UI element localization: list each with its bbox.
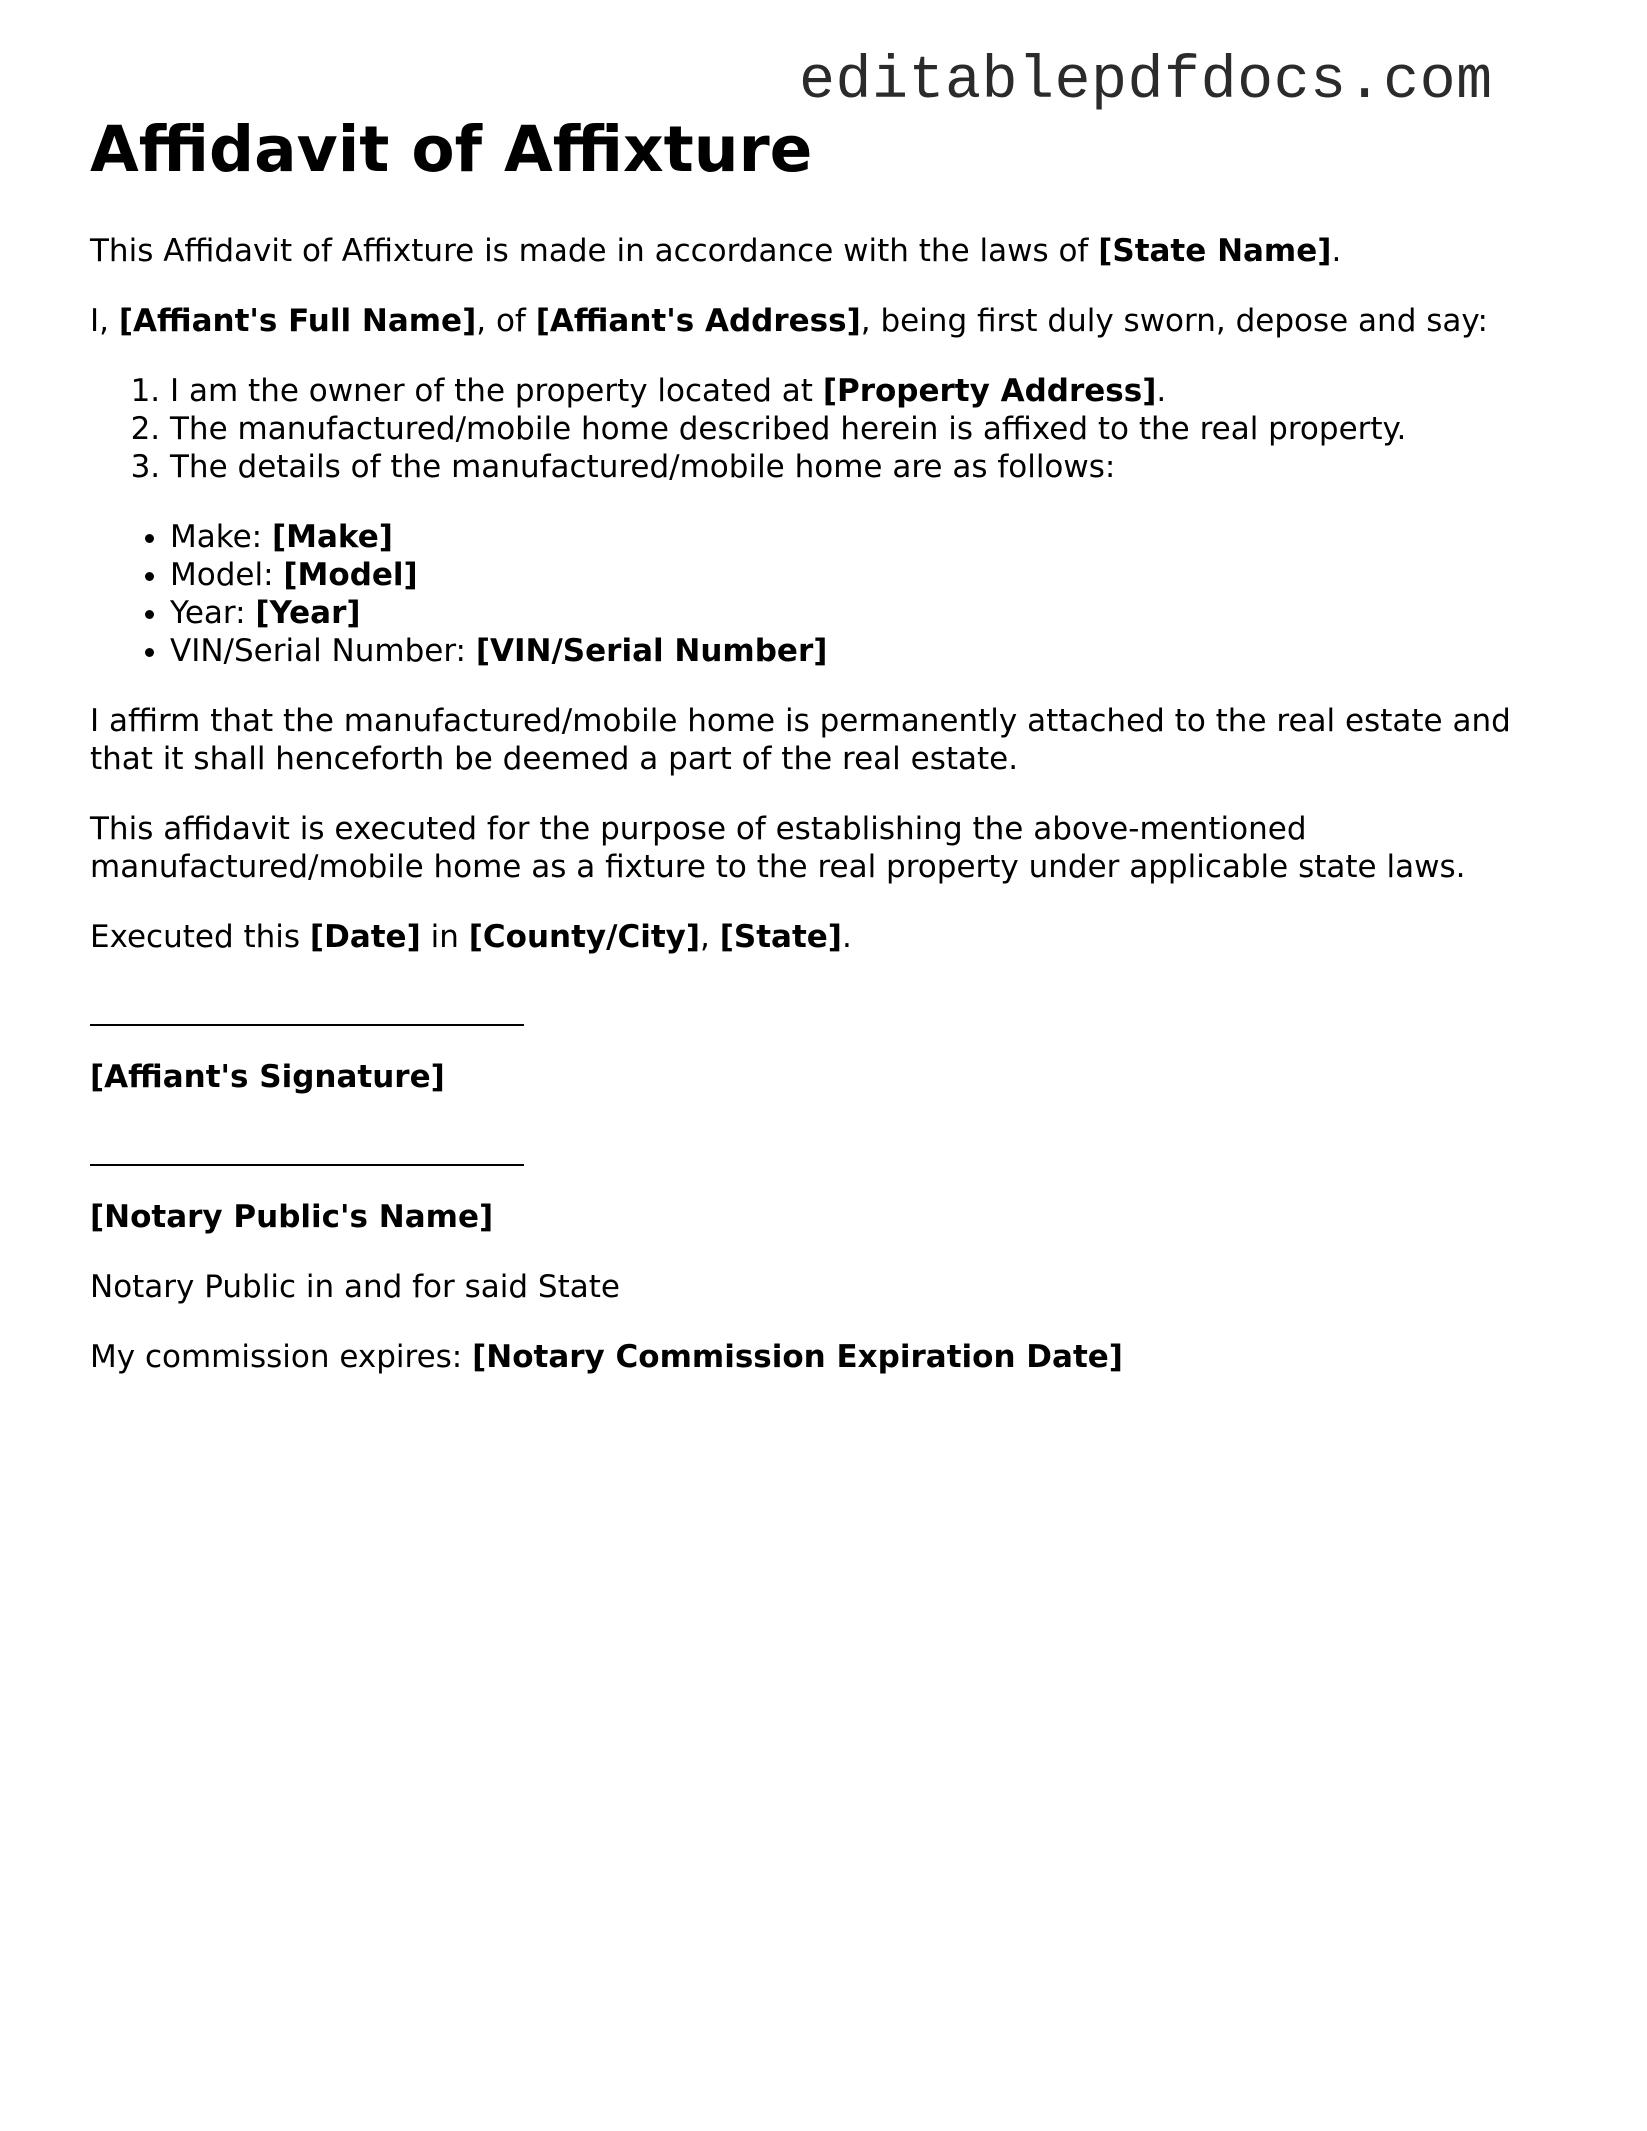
affirmation-paragraph: I affirm that the manufactured/mobile home is permanently attached to the real estate and that it shall henceforth be deemed a part of the real estate. xyxy=(90,703,1511,777)
vin-placeholder: [VIN/Serial Number] xyxy=(475,633,828,669)
document-title: Affidavit of Affixture xyxy=(90,113,813,186)
home-details-list xyxy=(90,518,1560,670)
detail-item-vin: • VIN/Serial Number: [VIN/Serial Number] xyxy=(170,632,1560,670)
intro-text: This Affidavit of Affixture is made in accordance with the laws of xyxy=(90,233,1099,269)
affiant-statement: I, [Affiant's Full Name], of [Affiant's Address], being first duly sworn, depose and say: xyxy=(90,303,1488,339)
commission-date-placeholder: [Notary Commission Expiration Date] xyxy=(472,1339,1123,1375)
commission-expiration: My commission expires: [Notary Commission Expiration Date] xyxy=(90,1339,1123,1375)
notary-title: Notary Public in and for said State xyxy=(90,1269,620,1305)
notary-signature-line xyxy=(90,1128,524,1166)
detail-item-model: • Model: [Model] xyxy=(170,556,1560,594)
state-name-placeholder: [State Name] xyxy=(1098,233,1332,269)
state-placeholder: [State] xyxy=(719,919,842,955)
model-placeholder: [Model] xyxy=(283,557,418,593)
date-placeholder: [Date] xyxy=(309,919,421,955)
detail-item-year: • Year: [Year] xyxy=(170,594,1560,632)
purpose-paragraph: This affidavit is executed for the purpose of establishing the above-mentioned manufactured/mobile home as a fixture to the real property under applicable state laws. xyxy=(90,811,1466,885)
notary-name-label: [Notary Public's Name] xyxy=(90,1199,494,1235)
statements-list xyxy=(90,372,1560,486)
execution-line: Executed this [Date] in [County/City], [State]. xyxy=(90,919,852,955)
detail-item-make: • Make: [Make] xyxy=(170,518,1560,556)
statement-item: 3. The details of the manufactured/mobile home are as follows: xyxy=(170,448,1560,486)
make-placeholder: [Make] xyxy=(271,519,393,555)
statement-item: 1. I am the owner of the property located at [Property Address]. xyxy=(170,372,1560,410)
watermark-site-name: editablepdfdocs.com xyxy=(799,48,1493,116)
county-city-placeholder: [County/City] xyxy=(468,919,701,955)
statement-item: 2. The manufactured/mobile home described herein is affixed to the real property. xyxy=(170,410,1560,448)
intro-paragraph: This Affidavit of Affixture is made in accordance with the laws of [State Name]. xyxy=(90,233,1342,269)
document-body xyxy=(90,232,1560,1408)
affiant-address-placeholder: [Affiant's Address] xyxy=(535,303,861,339)
affiant-signature-line xyxy=(90,988,524,1026)
affiant-name-placeholder: [Affiant's Full Name] xyxy=(118,303,477,339)
property-address-placeholder: [Property Address] xyxy=(822,373,1157,409)
year-placeholder: [Year] xyxy=(255,595,361,631)
affiant-signature-label: [Affiant's Signature] xyxy=(90,1059,445,1095)
